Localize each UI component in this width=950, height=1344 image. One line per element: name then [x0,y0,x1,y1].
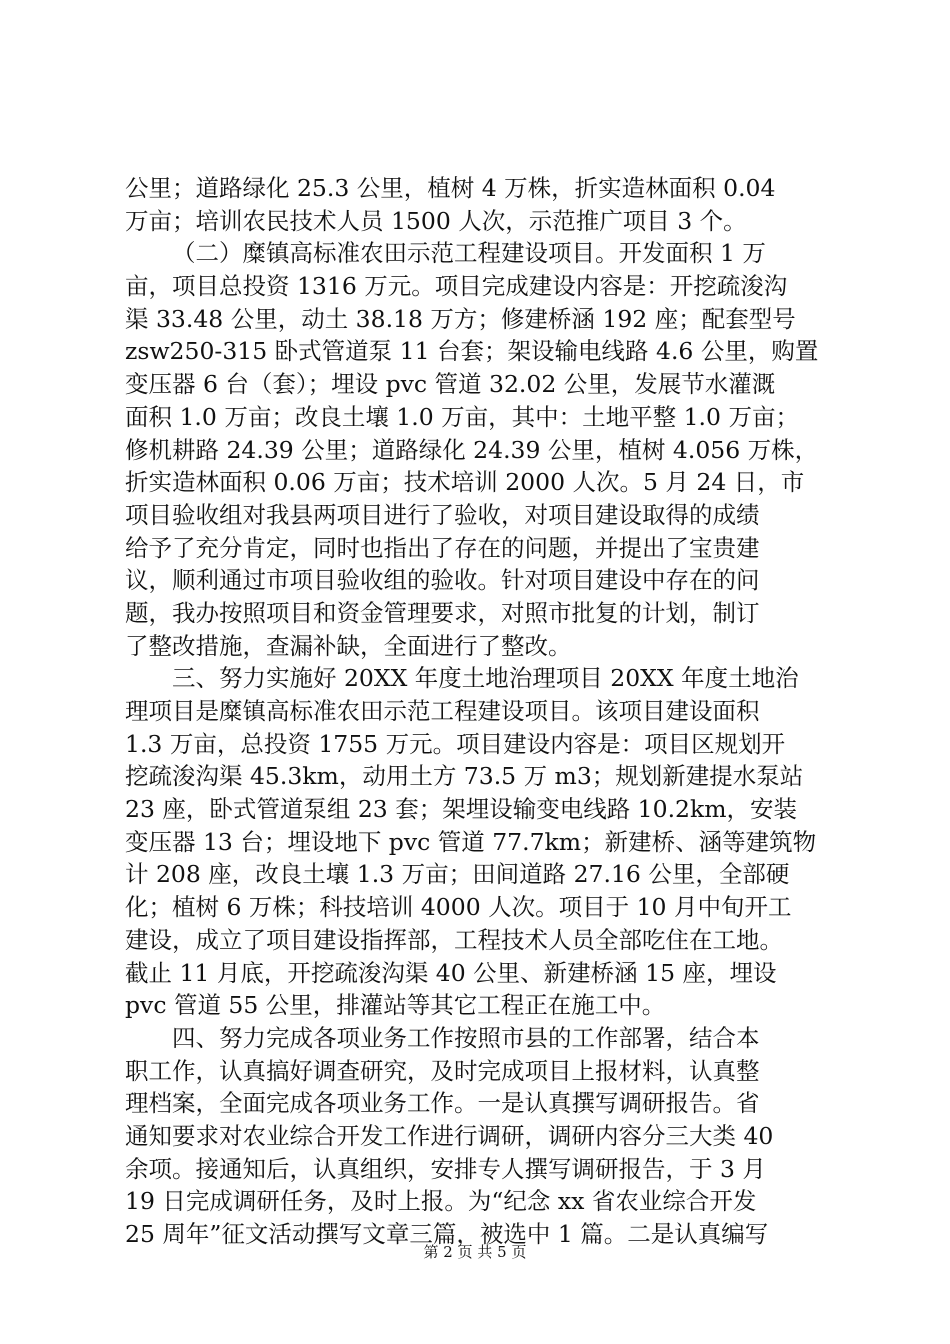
body-line: 化；植树 6 万株；科技培训 4000 人次。项目于 10 月中旬开工 [125,893,792,922]
body-line: 公里；道路绿化 25.3 公里，植树 4 万株，折实造林面积 0.04 [125,174,776,202]
body-line: 亩，项目总投资 1316 万元。项目完成建设内容是：开挖疏浚沟 [125,272,788,301]
document-body [125,172,837,1251]
body-line: 计 208 座，改良土壤 1.3 万亩；田间道路 27.16 公里，全部硬 [125,860,790,889]
body-line: 变压器 13 台；埋设地下 pvc 管道 77.7km；新建桥、涵等建筑物 [125,827,817,856]
body-line: 挖疏浚沟渠 45.3km，动用土方 73.5 万 m3；规划新建提水泵站 [125,762,804,791]
body-line: 了整改措施，查漏补缺，全面进行了整改。 [125,631,572,660]
body-line: 题，我办按照项目和资金管理要求，对照市批复的计划，制订 [125,598,760,627]
body-line: 四、努力完成各项业务工作按照市县的工作部署，结合本 [172,1023,760,1052]
body-line: 三、努力实施好 20XX 年度土地治理项目 20XX 年度土地治 [172,664,799,693]
body-line: 职工作，认真搞好调查研究，及时完成项目上报材料，认真整 [125,1056,760,1085]
body-line: 25 周年”征文活动撰写文章三篇，被选中 1 篇。二是认真编写 [125,1220,769,1248]
body-line: zsw250-315 卧式管道泵 11 台套；架设输电线路 4.6 公里，购置 [125,337,819,366]
body-line: 理项目是糜镇高标准农田示范工程建设项目。该项目建设面积 [125,697,760,725]
body-line: 项目验收组对我县两项目进行了验收，对项目建设取得的成绩 [125,500,760,529]
body-line: 23 座，卧式管道泵组 23 套；架埋设输变电线路 10.2km，安装 [125,795,798,824]
body-line: 余项。接通知后，认真组织，安排专人撰写调研报告，于 3 月 [125,1154,766,1183]
body-line: 议，顺利通过市项目验收组的验收。针对项目建设中存在的问 [125,566,760,595]
body-line: 变压器 6 台（套）；埋设 pvc 管道 32.02 公里，发展节水灌溉 [125,370,776,399]
body-line: 修机耕路 24.39 公里；道路绿化 24.39 公里，植树 4.056 万株， [125,435,819,464]
body-line: 建设，成立了项目建设指挥部，工程技术人员全部吃住在工地。 [125,925,783,954]
body-line: 理档案，全面完成各项业务工作。一是认真撰写调研报告。省 [125,1089,760,1118]
body-line: pvc 管道 55 公里，排灌站等其它工程正在施工中。 [125,991,666,1020]
body-line: 截止 11 月底，开挖疏浚沟渠 40 公里、新建桥涵 15 座，埋设 [125,958,777,987]
body-line: 1.3 万亩，总投资 1755 万元。项目建设内容是：项目区规划开 [125,729,786,758]
body-line: 折实造林面积 0.06 万亩；技术培训 2000 人次。5 月 24 日，市 [125,468,805,497]
body-line: 给予了充分肯定，同时也指出了存在的问题，并提出了宝贵建 [125,533,760,562]
body-line: 面积 1.0 万亩；改良土壤 1.0 万亩，其中：土地平整 1.0 万亩； [125,402,799,431]
body-line: 渠 33.48 公里，动土 38.18 万方；修建桥涵 192 座；配套型号 [125,304,796,333]
body-line: 通知要求对农业综合开发工作进行调研，调研内容分三大类 40 [125,1121,774,1150]
body-line: 19 日完成调研任务，及时上报。为“纪念 xx 省农业综合开发 [125,1187,757,1216]
body-line: 万亩；培训农民技术人员 1500 人次，示范推广项目 3 个。 [125,206,747,235]
body-line: （二）糜镇高标准农田示范工程建设项目。开发面积 1 万 [172,239,766,268]
page-footer: 第 2 页 共 5 页 [423,1243,527,1261]
